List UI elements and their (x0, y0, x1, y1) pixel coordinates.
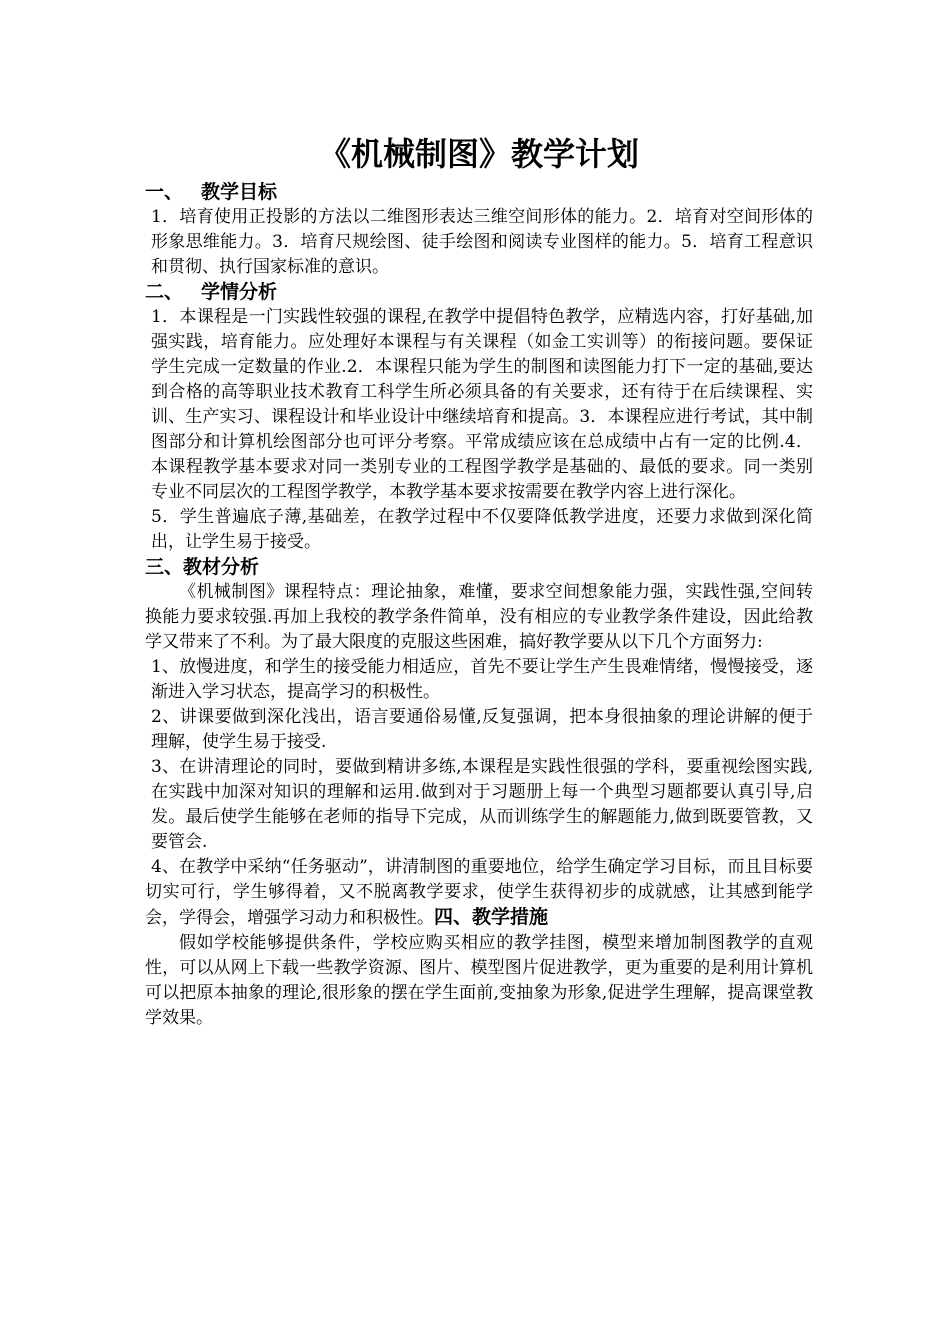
section-heading-student-analysis (145, 280, 813, 305)
list-item: 1、放慢进度，和学生的接受能力相适应，首先不要让学生产生畏难情绪，慢慢接受，逐渐进入学习状态，提高学习的积极性。 (151, 657, 813, 702)
student-analysis-paragraph: 1．本课程是一门实践性较强的课程,在教学中提倡特色教学，应精选内容，打好基础,加强实践，培育能力。应处理好本课程与有关课程（如金工实训等）的衔接问题。要保证学生完成一定数量的作业.2．本课程只能为学生的制图和读图能力打下一定的基础,要达到合格的高等职业技术教育工科学生所必须具备的有关要求，还有待于在后续课程、实训、生产实习、课程设计和毕业设计中继续培育和提高。3．本课程应进行考试，其中制图部分和计算机绘图部分也可评分考察。平常成绩应该在总成绩中占有一定的比例.4．本课程教学基本要求对同一类别专业的工程图学教学是基础的、最低的要求。同一类别专业不同层次的工程图学教学，本教学基本要求按需要在教学内容上进行深化。 (151, 307, 813, 502)
section-number: 二、 (145, 281, 184, 303)
section-number: 四、 (434, 906, 473, 928)
list-item: 4、在教学中采纳“任务驱动”，讲清制图的重要地位，给学生确定学习目标，而且目标要切实可行，学生够得着，又不脱离教学要求，使学生获得初步的成就感，让其感到能学会，学得会，增强学习动力和积极性。 (145, 857, 813, 928)
teaching-measures-paragraph: 假如学校能够提供条件，学校应购买相应的教学挂图，模型来增加制图教学的直观性，可以从网上下载一些教学资源、图片、模型图片促进教学，更为重要的是利用计算机可以把原本抽象的理论,很形象的摆在学生面前,变抽象为形象,促进学生理解，提高课堂教学效果。 (145, 933, 813, 1028)
section-number: 一、 (145, 181, 184, 203)
goals-paragraph: 1．培育使用正投影的方法以二维图形表达三维空间形体的能力。2．培育对空间形体的形象思维能力。3．培育尺规绘图、徒手绘图和阅读专业图样的能力。5．培育工程意识和贯彻、执行国家标准的意识。 (151, 207, 813, 277)
section-heading-goals (145, 180, 813, 205)
section-number: 三、 (145, 556, 184, 578)
section-title: 教材分析 (183, 556, 260, 578)
section-title: 教学措施 (472, 906, 549, 928)
list-item: 2、讲课要做到深化浅出，语言要通俗易懂,反复强调，把本身很抽象的理论讲解的便于理解，使学生易于接受. (151, 707, 813, 752)
section-title: 教学目标 (201, 181, 278, 203)
document-body (145, 124, 813, 1031)
page-title: 《机械制图》教学计划 (318, 135, 639, 173)
textbook-analysis-intro: 《机械制图》课程特点：理论抽象，难懂，要求空间想象能力强，实践性强,空间转换能力要求较强.再加上我校的教学条件简单，没有相应的专业教学条件建设，因此给教学又带来了不利。为了最大限度的克服这些困难，搞好教学要从以下几个方面努力: (145, 582, 813, 652)
section-heading-teaching-measures (434, 906, 548, 928)
section-title: 学情分析 (201, 281, 278, 303)
list-item-with-inline-heading (145, 855, 813, 931)
section-heading-textbook-analysis (145, 555, 813, 580)
student-analysis-paragraph: 5．学生普遍底子薄,基础差，在教学过程中不仅要降低教学进度，还要力求做到深化简出，让学生易于接受。 (151, 507, 813, 552)
list-item: 3、在讲清理论的同时，要做到精讲多练,本课程是实践性很强的学科，要重视绘图实践,在实践中加深对知识的理解和运用.做到对于习题册上每一个典型习题都要认真引导,启发。最后使学生能够在老师的指导下完成，从而训练学生的解题能力,做到既要管教，又要管会. (151, 757, 813, 852)
